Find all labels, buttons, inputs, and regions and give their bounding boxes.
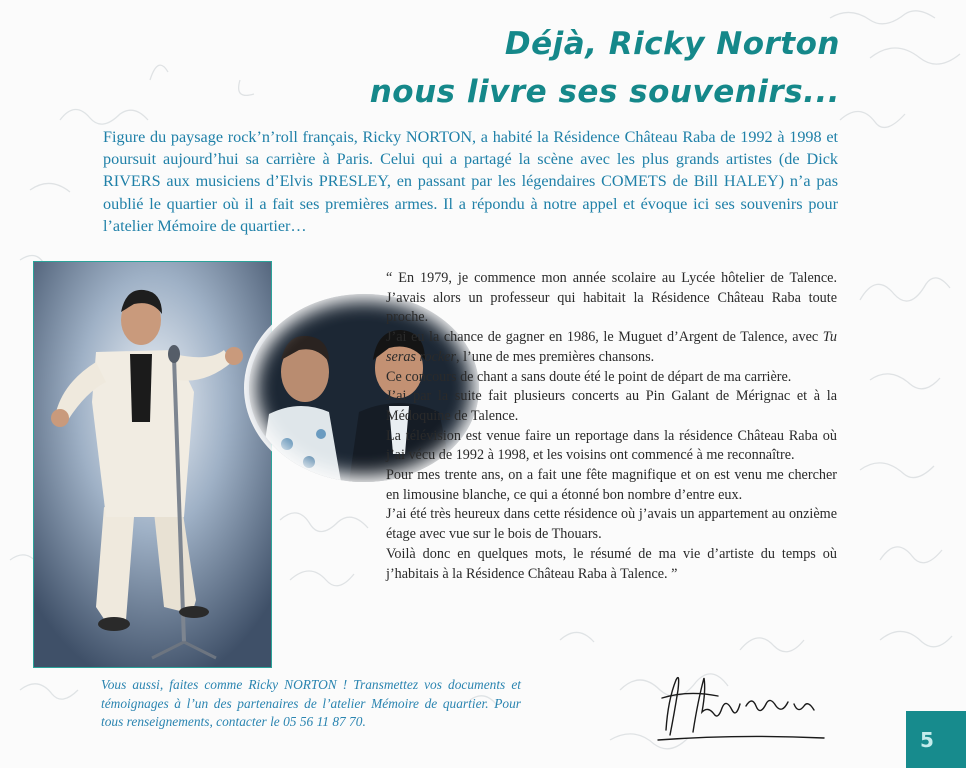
signature-image (648, 660, 838, 745)
quote-paragraph: J’ai par la suite fait plusieurs concerts au Pin Galant de Mérignac et à la Médoquine de Talence. (386, 388, 837, 424)
intro-paragraph: Figure du paysage rock’n’roll français, Ricky NORTON, a habité la Résidence Château Raba de 1992 à 1998 et poursuit aujourd’hui sa carrière à Paris. Celui qui a partagé la scène avec les plus grands artistes (de Dick RIVERS aux musiciens d’Elvis PRESLEY, en passant par les légendaires COMETS de Bill HALEY) n’a pas oublié le quartier où il a fait ses premières armes. Il a répondu à notre appel et évoque ici ses souvenirs pour l’atelier Mémoire de quartier… (103, 128, 838, 235)
quote-paragraph: “ En 1979, je commence mon année scolaire au Lycée hôtelier de Talence. J’avais alors un professeur qui habitait la Résidence Château Raba toute proche. (386, 270, 837, 326)
title-line-1: Déjà, Ricky Norton (504, 26, 840, 62)
quote-text: J’ai eu la chance de gagner en 1986, le Muguet d’Argent de Talence, avec (386, 329, 823, 346)
quote-paragraph: La télévision est venue faire un reportage dans la résidence Château Raba où j’ai vécu de 1992 à 1998, et les voisins ont commencé à me reconnaître. (386, 427, 837, 464)
quote-paragraph: Voilà donc en quelques mots, le résumé de ma vie d’artiste du temps où j’habitais à la Résidence Château Raba à Talence. ” (386, 545, 837, 582)
singer-on-stage-image (34, 262, 271, 667)
page-number-tab (906, 711, 966, 768)
stage-photo (33, 261, 272, 668)
title-line-2: nous livre ses souvenirs... (369, 74, 840, 110)
quote-paragraph (386, 328, 837, 367)
quote-paragraph: J’ai été très heureux dans cette résidence où j’avais un appartement au onzième étage avec vue sur le bois de Thouars. (386, 506, 837, 543)
quote-paragraph: Pour mes trente ans, on a fait une fête magnifique et on est venu me chercher en limousine blanche, ce qui a étonné bon nombre d’entre eux. (386, 467, 837, 503)
quote-paragraph: Ce concours de chant a sans doute été le point de départ de ma carrière. (386, 368, 792, 385)
quote-text: , l’une de mes premières chansons. (456, 348, 655, 365)
song-title: Tu seras rocker (386, 329, 837, 365)
testimony-quote (386, 269, 837, 584)
page-title (370, 20, 840, 116)
contact-caption: Vous aussi, faites comme Ricky NORTON ! Transmettez vos documents et témoignages à l’un des partenaires de l’atelier Mémoire de quartier. Pour tous renseignements, contacter le 05 56 11 87 70. (101, 677, 521, 730)
page-number: 5 (920, 727, 934, 752)
